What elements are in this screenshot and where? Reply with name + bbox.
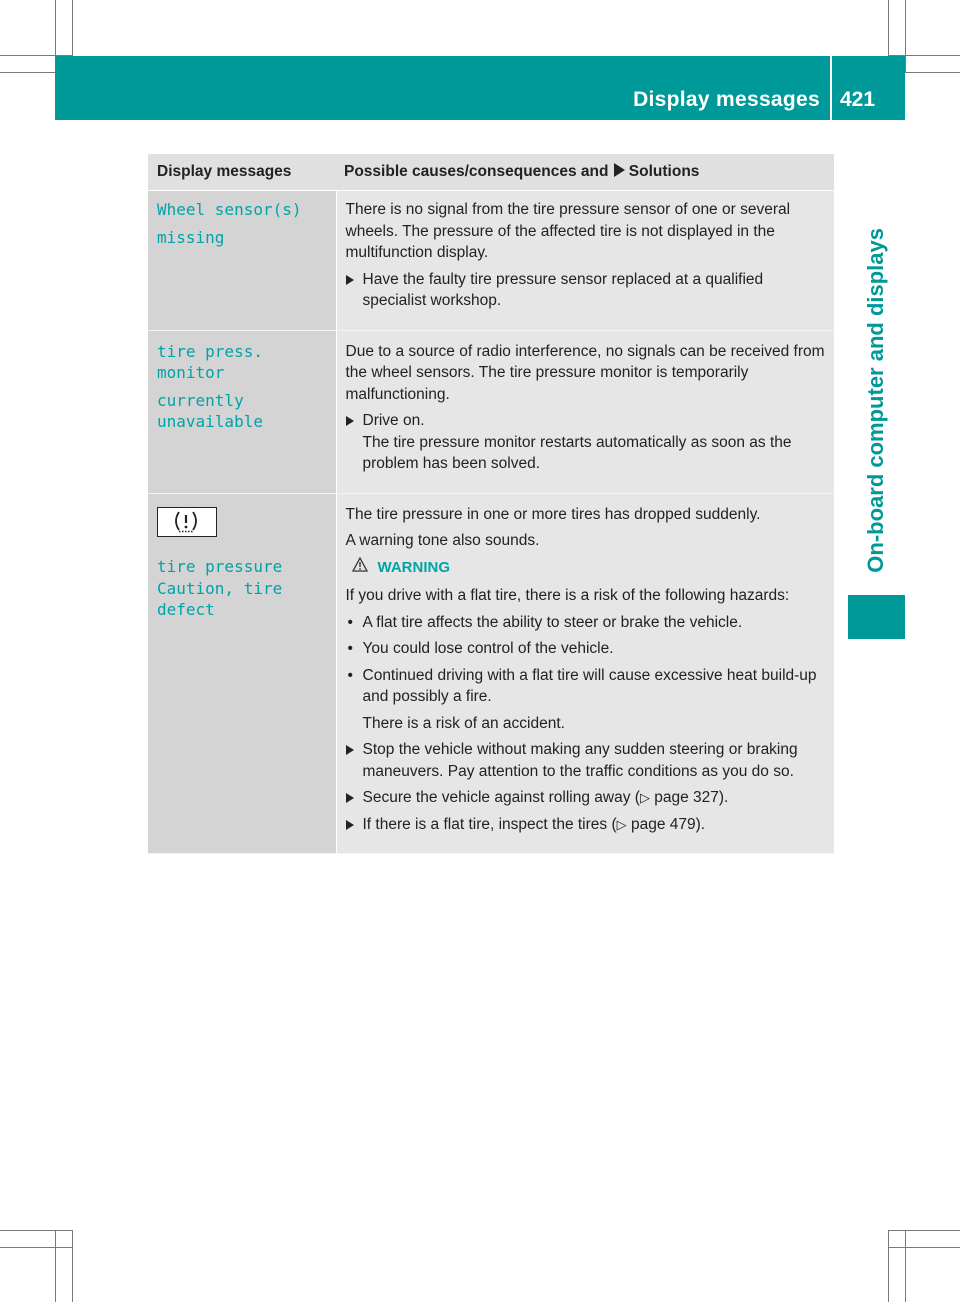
crop-mark <box>905 1230 906 1302</box>
step-title: Drive on. <box>362 412 425 429</box>
table-row <box>148 493 834 854</box>
warning-triangle-icon <box>352 557 368 579</box>
message-cell <box>148 493 336 854</box>
tire-pressure-warning-icon <box>157 507 217 537</box>
solution-step <box>346 410 827 475</box>
column-header-solutions <box>336 154 834 191</box>
warning-text: If you drive with a flat tire, there is a risk of the following hazards: <box>345 587 790 604</box>
chapter-tab-marker <box>848 595 905 639</box>
step-text: Secure the vehicle against rolling away ( <box>362 789 640 806</box>
hazard-bullet <box>346 665 827 708</box>
solution-cell <box>336 191 834 331</box>
hazard-bullet <box>346 638 827 660</box>
bullet-icon: • <box>347 640 353 657</box>
message-cell <box>148 191 336 331</box>
message-line: unavailable <box>157 412 263 431</box>
step-text: The tire pressure monitor restarts automatically as soon as the problem has been solved. <box>362 433 792 472</box>
bullet-icon: • <box>347 613 353 631</box>
message-cell <box>148 330 336 493</box>
message-line: currently <box>157 390 244 410</box>
solution-cell <box>336 493 834 854</box>
crop-mark <box>72 1230 73 1302</box>
tire-pressure-warning-glyph <box>171 510 201 534</box>
warning-heading <box>346 557 827 579</box>
step-arrow-icon <box>346 416 354 426</box>
table-header-row <box>148 154 834 191</box>
solution-step <box>346 739 827 782</box>
cause-text: Due to a source of radio interference, no signals can be received from the wheel sensors. The tire pressure monitor is temporarily malfunctioning. <box>345 342 825 403</box>
page-reference-icon: ▷ <box>639 790 650 805</box>
display-messages-table <box>148 154 834 854</box>
solution-step <box>346 787 827 809</box>
page-reference-icon: ▷ <box>616 816 627 832</box>
crop-mark <box>888 1247 960 1248</box>
page-reference[interactable]: page 479). <box>630 815 706 833</box>
crop-mark <box>0 1247 72 1248</box>
cause-text: The tire pressure in one or more tires has dropped suddenly. <box>345 505 761 523</box>
page-title: Display messages <box>633 88 820 111</box>
header-separator <box>830 56 832 120</box>
message-line: tire press. monitor <box>157 341 263 382</box>
crop-mark <box>888 1230 889 1302</box>
step-text: Stop the vehicle without making any sudden steering or braking maneuvers. Pay attention to the traffic conditions as you do so. <box>362 741 798 780</box>
column-header-causes-label: Possible causes/consequences and <box>344 163 609 181</box>
crop-mark <box>905 0 906 72</box>
message-line: defect <box>157 600 215 619</box>
step-arrow-icon <box>346 745 354 755</box>
page-reference[interactable]: page 327). <box>654 789 729 806</box>
solution-cell <box>336 330 834 493</box>
warning-label: WARNING <box>377 558 450 576</box>
message-line: Wheel sensor(s) <box>157 200 302 219</box>
solution-step <box>346 814 827 836</box>
column-header-messages: Display messages <box>148 154 336 191</box>
cause-text: A warning tone also sounds. <box>345 532 540 549</box>
crop-mark <box>55 1230 56 1302</box>
step-arrow-icon <box>346 793 354 803</box>
crop-mark <box>888 1230 960 1231</box>
table-row <box>148 330 834 493</box>
cause-text: There is no signal from the tire pressure sensor of one or several wheels. The pressure of the affected tire is not displayed in the multifunction display. <box>345 201 791 261</box>
table-row <box>148 191 834 331</box>
hazard-bullet <box>346 612 827 634</box>
bullet-text: Continued driving with a flat tire will cause excessive heat build-up and possibly a fire. <box>362 666 817 705</box>
step-arrow-icon <box>346 275 354 285</box>
page-number: 421 <box>840 88 876 111</box>
step-arrow-icon <box>346 820 354 830</box>
chapter-label: On-board computer and displays <box>863 228 888 573</box>
message-line: Caution, tire <box>157 578 283 598</box>
solution-step <box>346 269 827 312</box>
column-header-solutions-label: Solutions <box>628 163 700 181</box>
bullet-text: You could lose control of the vehicle. <box>362 640 614 657</box>
accident-note: There is a risk of an accident. <box>362 714 565 732</box>
step-text: If there is a flat tire, inspect the tires ( <box>362 815 617 833</box>
crop-mark <box>0 1230 72 1231</box>
step-text: Have the faulty tire pressure sensor replaced at a qualified specialist workshop. <box>362 270 764 309</box>
message-line: tire pressure <box>157 557 283 576</box>
message-line: missing <box>157 227 225 247</box>
bullet-icon: • <box>347 666 353 684</box>
arrow-right-icon <box>614 163 625 177</box>
bullet-text: A flat tire affects the ability to steer or brake the vehicle. <box>362 613 743 631</box>
